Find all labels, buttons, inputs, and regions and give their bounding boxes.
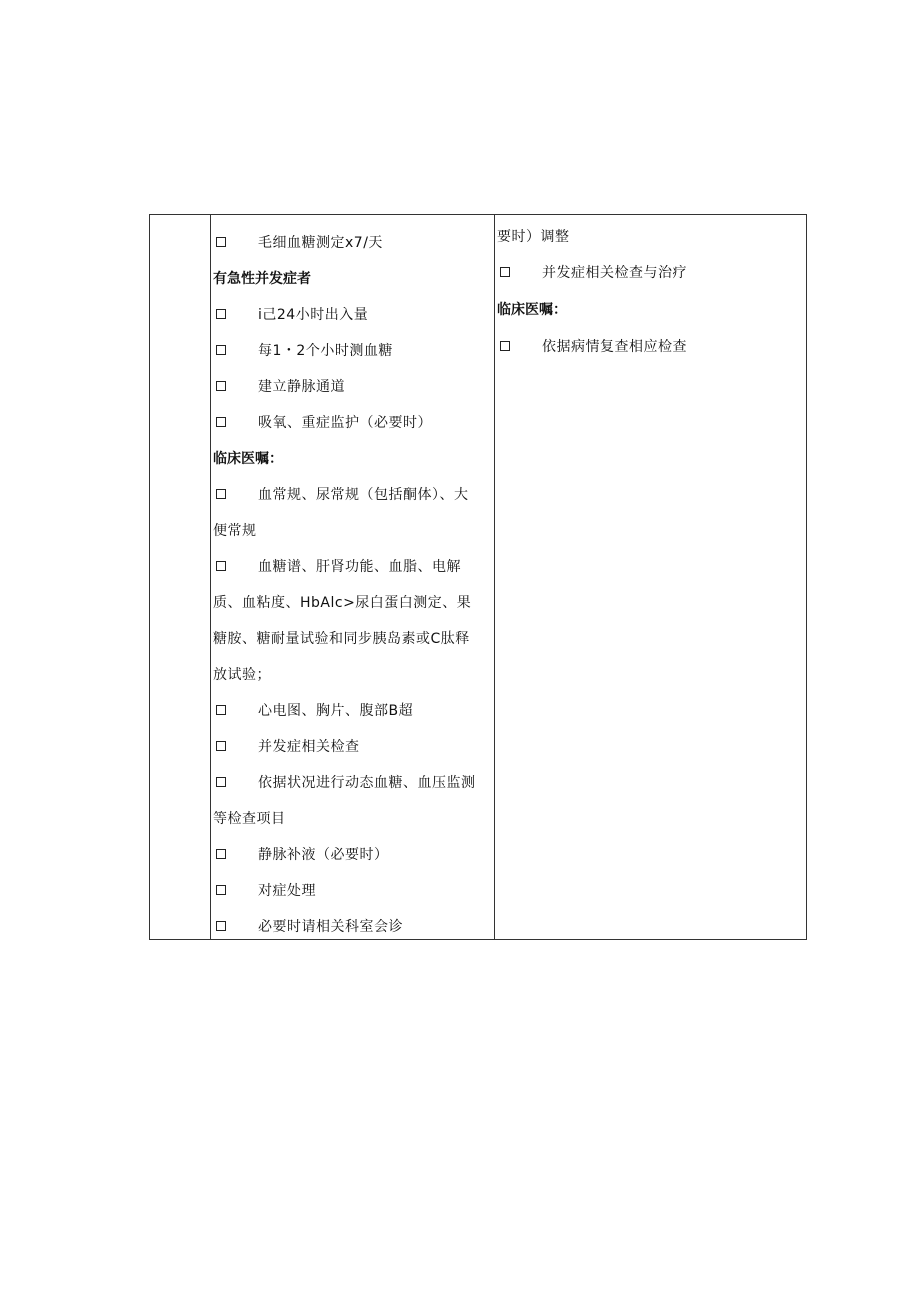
checkbox-icon[interactable] [216,381,226,391]
continuation-text: 糖胺、糖耐量试验和同步胰岛素或C肽释 [213,631,470,647]
continuation-text: 等检查项目 [213,811,286,827]
item-text: 必要时请相关科室会诊 [258,919,403,935]
checkbox-icon[interactable] [216,561,226,571]
checkbox-icon[interactable] [216,417,226,427]
continuation-text: 放试验； [213,667,271,683]
item-text: 对症处理 [258,883,316,899]
checkbox-icon[interactable] [216,237,226,247]
checkbox-icon[interactable] [500,267,510,277]
item-text: 每1・2个小时测血糖 [258,343,393,359]
checkbox-icon[interactable] [216,705,226,715]
item-text: 血糖谱、肝肾功能、血脂、电解 [258,559,461,575]
checkbox-icon[interactable] [216,849,226,859]
section-heading: 临床医嘱： [497,302,567,318]
item-text: 心电图、胸片、腹部B超 [258,703,414,719]
section-heading: 临床医嘱： [213,451,283,467]
section-heading: 有急性并发症者 [213,271,311,287]
item-text: i己24小时出入量 [258,307,369,323]
item-text: 建立静脉通道 [258,379,345,395]
item-text: 依据状况进行动态血糖、血压监测 [258,775,476,791]
continuation-text: 便常规 [213,523,257,539]
clinical-pathway-table [149,214,807,940]
checkbox-icon[interactable] [216,885,226,895]
continuation-text: 要时）调整 [497,229,570,245]
checkbox-icon[interactable] [500,341,510,351]
checkbox-icon[interactable] [216,309,226,319]
item-text: 血常规、尿常规（包括酮体）、大 [258,487,469,503]
checkbox-icon[interactable] [216,741,226,751]
continuation-text: 质、血粘度、HbAlc>尿白蛋白测定、果 [213,595,472,611]
item-text: 依据病情复查相应检查 [542,339,687,355]
checkbox-icon[interactable] [216,489,226,499]
item-text: 静脉补液（必要时） [258,847,389,863]
checkbox-icon[interactable] [216,921,226,931]
table-column-empty [150,215,211,939]
table-column-adjustments [495,215,806,939]
item-text: 吸氧、重症监护（必要时） [258,415,432,431]
checkbox-icon[interactable] [216,345,226,355]
item-text: 并发症相关检查与治疗 [542,265,687,281]
item-text: 毛细血糖测定x7/天 [258,235,383,251]
table-column-orders [211,215,495,939]
checkbox-icon[interactable] [216,777,226,787]
item-text: 并发症相关检查 [258,739,360,755]
